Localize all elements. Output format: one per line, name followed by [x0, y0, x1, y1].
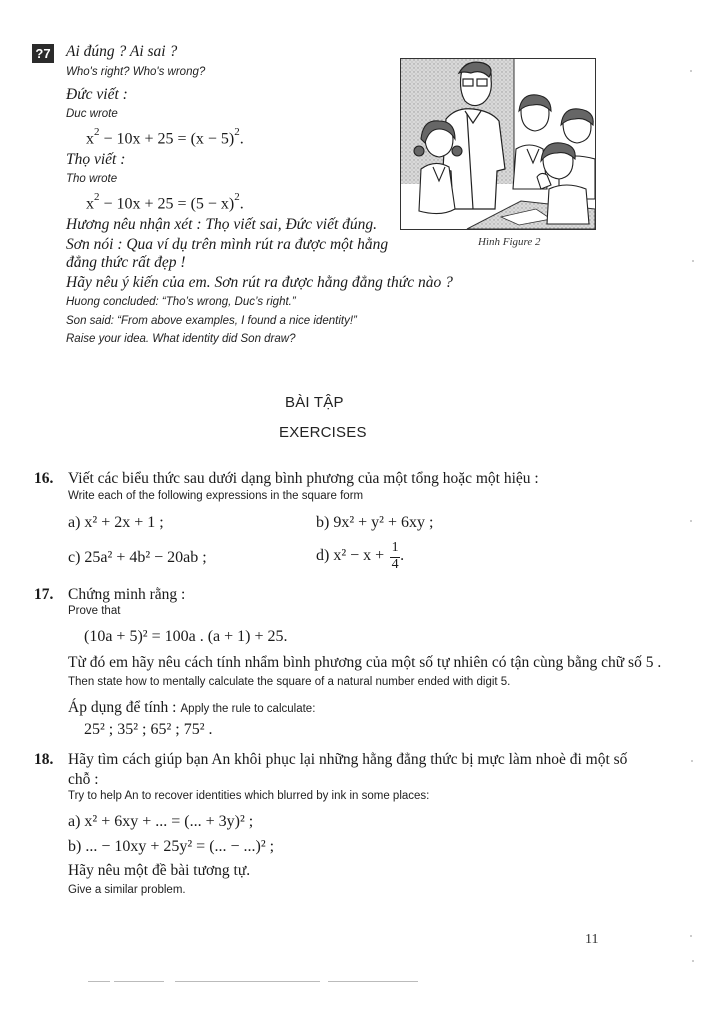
exercise-18-number: 18. [34, 751, 54, 768]
exercise-17-then-vi: Từ đó em hãy nêu cách tính nhẩm bình phương của một số tự nhiên có tận cùng bằng chữ số 5 . [68, 654, 662, 671]
scan-artifact [690, 935, 692, 937]
q7-duc-formula: $x^2 - 10x + 25 = (x - 5)^2$. [86, 126, 244, 148]
footer-rule-segment [88, 981, 110, 982]
classroom-illustration-icon [401, 59, 595, 229]
exercise-16-a: a) x² + 2x + 1 ; [68, 514, 164, 531]
section-title-vi: BÀI TẬP [285, 394, 344, 411]
section-title-en: EXERCISES [279, 424, 367, 441]
scan-artifact [690, 70, 692, 72]
exercise-17-number: 17. [34, 586, 54, 603]
scan-artifact [692, 960, 694, 962]
q7-huong-en: Huong concluded: “Tho’s wrong, Duc’s right.” [66, 296, 296, 308]
exercise-18-similar-vi: Hãy nêu một đề bài tương tự. [68, 862, 251, 879]
scan-artifact [691, 760, 693, 762]
exercise-16-b: b) 9x² + y² + 6xy ; [316, 514, 434, 531]
formula-var: x [86, 130, 94, 148]
footer-rule-segment [175, 981, 320, 982]
fraction-numerator: 1 [391, 540, 399, 555]
q7-duc-en: Duc wrote [66, 108, 118, 120]
exercise-17-apply-vi: Áp dụng để tính : [68, 699, 177, 716]
q7-duc-vi: Đức viết : [66, 86, 128, 103]
footer-rule-segment [328, 981, 418, 982]
fraction [390, 541, 400, 572]
exercise-16-d-end: . [400, 547, 405, 565]
exercise-17-prompt-en: Prove that [68, 605, 121, 617]
exercise-18-prompt-vi-1: Hãy tìm cách giúp bạn An khôi phục lại những hằng đẳng thức bị mực làm nhoè đi một số [68, 751, 628, 768]
page-number: 11 [585, 932, 599, 947]
figure-caption: Hình Figure 2 [478, 236, 541, 248]
q7-tho-vi: Thọ viết : [66, 151, 126, 168]
exercise-17-apply-en: Apply the rule to calculate: [180, 703, 316, 715]
exercise-18-b: b) ... − 10xy + 25y² = (... − ...)² ; [68, 838, 275, 855]
exercise-17-then-en: Then state how to mentally calculate the square of a natural number ended with digit 5. [68, 676, 511, 688]
exercise-17-apply [68, 699, 315, 717]
formula-var: x [86, 195, 94, 213]
q7-tho-formula: $x^2 - 10x + 25 = (5 - x)^2$. [86, 191, 244, 213]
exercise-18-a: a) x² + 6xy + ... = (... + 3y)² ; [68, 813, 254, 830]
exercise-16-number: 16. [34, 470, 54, 487]
scan-artifact [692, 260, 694, 262]
figure-illustration [400, 58, 596, 230]
exercise-17-values: 25² ; 35² ; 65² ; 75² . [84, 721, 213, 738]
q7-ask-en: Raise your idea. What identity did Son draw? [66, 333, 296, 345]
formula-body: − 10x + 25 = (5 − x) [99, 195, 235, 213]
exercise-16-d [316, 541, 404, 572]
exercise-16-prompt-vi: Viết các biểu thức sau dưới dạng bình phương của một tổng hoặc một hiệu : [68, 470, 539, 487]
exercise-18-similar-en: Give a similar problem. [68, 884, 186, 896]
q7-huong-vi: Hương nêu nhận xét : Thọ viết sai, Đức viết đúng. [66, 216, 378, 233]
exercise-16-c: c) 25a² + 4b² − 20ab ; [68, 549, 207, 566]
footer-rule-segment [114, 981, 164, 982]
q7-title-vi: Ai đúng ? Ai sai ? [66, 43, 178, 60]
exercise-16-d-expression: d) x² − x + [316, 547, 385, 565]
fraction-denominator: 4 [391, 557, 399, 572]
q7-son-vi-1: Sơn nói : Qua ví dụ trên mình rút ra được một hằng [66, 236, 389, 253]
exercise-16-prompt-en: Write each of the following expressions in the square form [68, 490, 364, 502]
exercise-18-prompt-en: Try to help An to recover identities which blurred by ink in some places: [68, 790, 430, 802]
question-badge: ?7 [32, 44, 54, 63]
formula-body: − 10x + 25 = (x − 5) [99, 130, 235, 148]
scan-artifact [690, 520, 692, 522]
exercise-17-prompt-vi: Chứng minh rằng : [68, 586, 186, 603]
q7-son-vi-2: đẳng thức rất đẹp ! [66, 254, 186, 271]
q7-son-en: Son said: “From above examples, I found a nice identity!” [66, 315, 357, 327]
q7-title-en: Who's right? Who's wrong? [66, 66, 206, 78]
exercise-18-prompt-vi-2: chỗ : [68, 771, 99, 788]
formula-end: . [239, 195, 244, 213]
exercise-17-formula: (10a + 5)² = 100a . (a + 1) + 25. [84, 628, 288, 645]
q7-tho-en: Tho wrote [66, 173, 118, 185]
formula-end: . [239, 130, 244, 148]
q7-ask-vi: Hãy nêu ý kiến của em. Sơn rút ra được hằng đẳng thức nào ? [66, 274, 453, 291]
